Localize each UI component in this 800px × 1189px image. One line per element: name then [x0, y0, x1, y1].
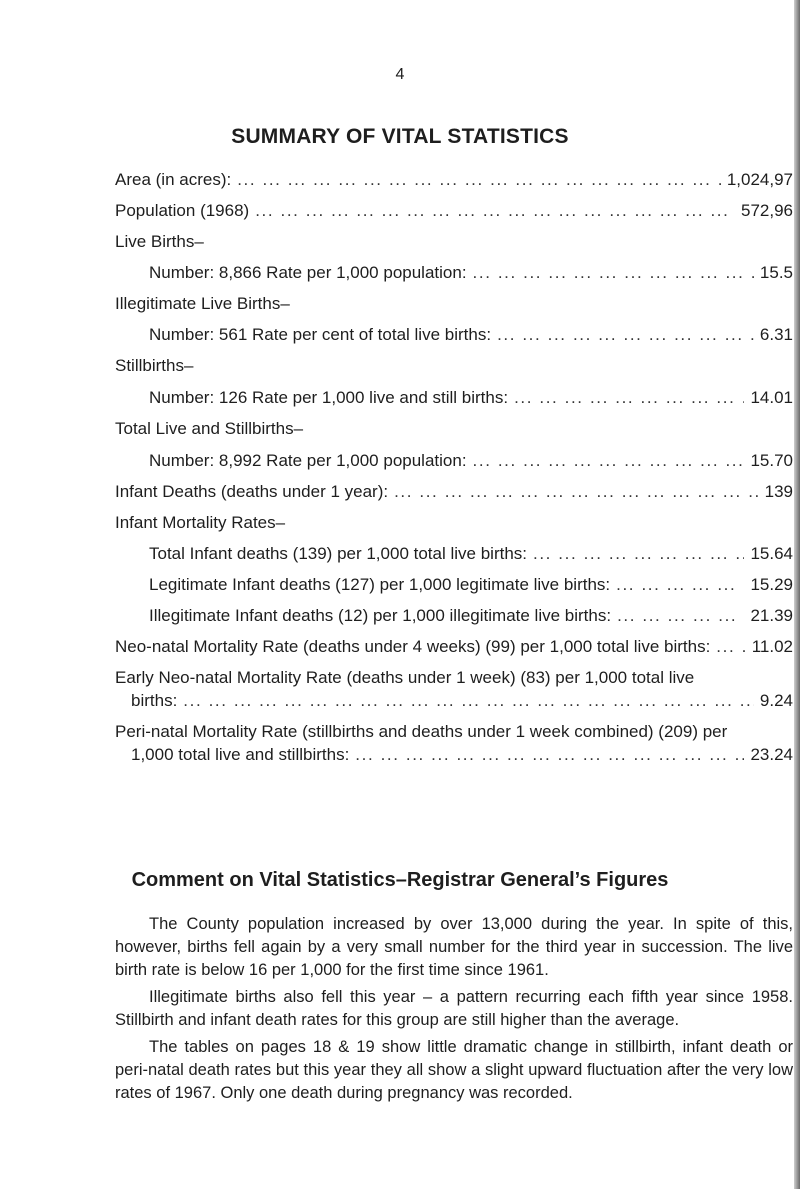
stat-value: 139 [764, 482, 793, 501]
stat-label: Legitimate Infant deaths (127) per 1,000 legitimate live births: [149, 575, 611, 594]
stat-value: 1,024,97 [726, 170, 793, 189]
stat-imr-total [115, 544, 793, 564]
leader-dots [473, 451, 745, 471]
stat-value: 572,96 [741, 201, 793, 220]
stat-neonatal [115, 637, 793, 657]
stat-live-births [115, 263, 793, 283]
stat-label: Number: 126 Rate per 1,000 live and still births: [149, 388, 509, 407]
leader-dots [473, 263, 754, 283]
leader-dots [617, 606, 744, 626]
page-number: 4 [395, 66, 405, 83]
stat-label: Area (in acres): [115, 170, 232, 189]
stat-value: 15.70 [750, 451, 793, 470]
stat-label: Number: 561 Rate per cent of total live births: [149, 325, 492, 344]
leader-dots [716, 637, 745, 657]
stat-value: 15.64 [750, 544, 793, 563]
stat-label: 1,000 total live and stillbirths: [131, 745, 350, 764]
stat-label: Number: 8,992 Rate per 1,000 population: [149, 451, 467, 470]
stat-label: Population (1968) [115, 201, 250, 220]
comment-paragraph: The tables on pages 18 & 19 show little dramatic change in stillbirth, infant death or peri-natal death rates but this year they all show a slight upward fluctuation after the very low rates of 1967. Only one death during pregnancy was recorded. [115, 1038, 793, 1102]
stat-value: 11.02 [751, 637, 793, 656]
section-heading-imr: Infant Mortality Rates– [115, 513, 286, 532]
page-title: SUMMARY OF VITAL STATISTICS [231, 125, 569, 148]
stat-value: 14.01 [750, 388, 793, 407]
stat-label: Infant Deaths (deaths under 1 year): [115, 482, 389, 501]
leader-dots [255, 201, 735, 221]
leader-dots [533, 544, 744, 564]
stat-total [115, 451, 793, 471]
stat-label: Neo-natal Mortality Rate (deaths under 4 weeks) (99) per 1,000 total live births: [115, 637, 711, 656]
stat-stillbirths [115, 388, 793, 408]
page-edge-shadow [794, 0, 800, 1189]
comment-paragraph: Illegitimate births also fell this year – a pattern recurring each fifth year since 1958. Stillbirth and infant death rates for this group are still higher than the average. [115, 988, 793, 1029]
stat-label: births: [131, 691, 178, 710]
stat-value: 15.5 [759, 263, 793, 282]
section-heading-stillbirths: Stillbirths– [115, 356, 194, 375]
section-heading-illegitimate: Illegitimate Live Births– [115, 294, 290, 313]
stat-infant-deaths [115, 482, 793, 502]
stat-early-neonatal-line1: Early Neo-natal Mortality Rate (deaths under 1 week) (83) per 1,000 total live [115, 668, 695, 687]
section-heading-total: Total Live and Stillbirths– [115, 419, 304, 438]
stat-imr-illegitimate [115, 606, 793, 626]
section-heading-live-births: Live Births– [115, 232, 204, 251]
stat-value: 21.39 [750, 606, 793, 625]
leader-dots [514, 388, 744, 408]
stat-label: Total Infant deaths (139) per 1,000 total live births: [149, 544, 528, 563]
stat-early-neonatal [115, 691, 793, 711]
stat-perinatal-line1: Peri-natal Mortality Rate (stillbirths and deaths under 1 week combined) (209) per [115, 722, 728, 741]
stat-value: 9.24 [759, 691, 793, 710]
leader-dots [616, 575, 744, 595]
stat-value: 15.29 [750, 575, 793, 594]
stat-value: 23.24 [750, 745, 793, 764]
leader-dots [394, 482, 759, 502]
stat-imr-legitimate [115, 575, 793, 595]
stat-label: Number: 8,866 Rate per 1,000 population: [149, 263, 467, 282]
stat-value: 6.31 [759, 325, 793, 344]
leader-dots [355, 745, 744, 765]
stat-perinatal [115, 745, 793, 765]
stat-area [115, 170, 793, 190]
leader-dots [237, 170, 721, 190]
comment-heading: Comment on Vital Statistics–Registrar General’s Figures [131, 869, 669, 891]
stat-illegitimate [115, 325, 793, 345]
leader-dots [497, 325, 754, 345]
leader-dots [183, 691, 754, 711]
stat-population [115, 201, 793, 221]
comment-paragraph: The County population increased by over 13,000 during the year. In spite of this, however, births fell again by a very small number for the third year in succession. The live birth rate is below 16 per 1,000 for the first time since 1961. [115, 915, 793, 979]
stat-label: Illegitimate Infant deaths (12) per 1,000 illegitimate live births: [149, 606, 612, 625]
